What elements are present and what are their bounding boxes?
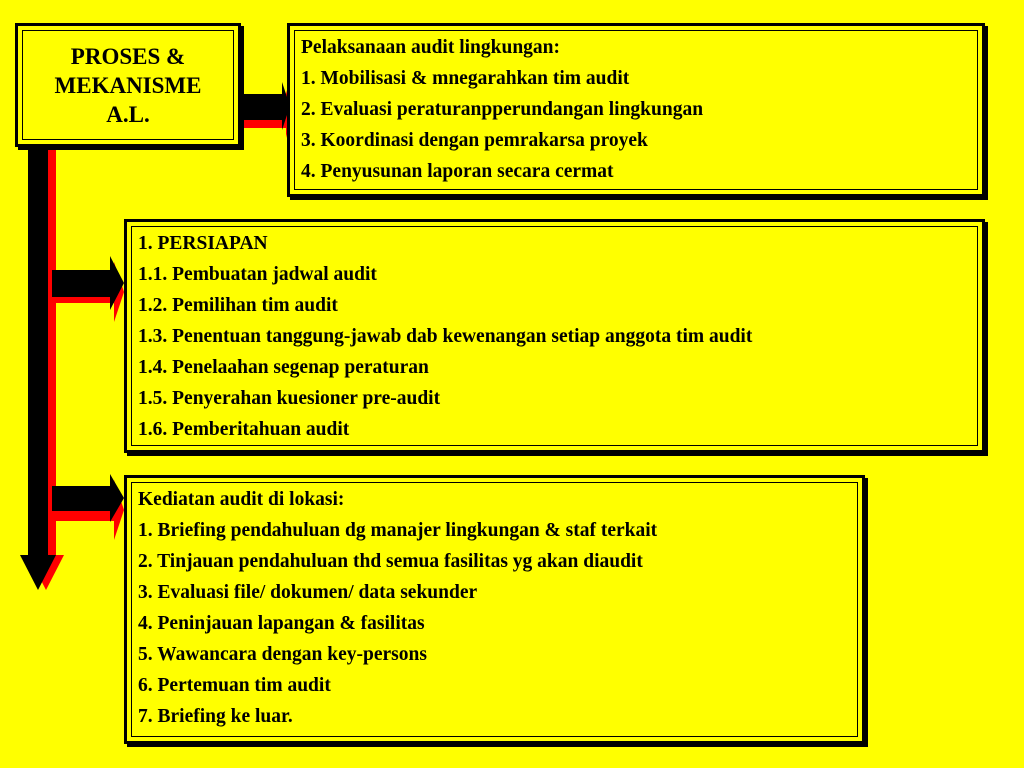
kegiatan-item: 3. Evaluasi file/ dokumen/ data sekunder bbox=[138, 582, 478, 603]
pelaksanaan-heading: Pelaksanaan audit lingkungan: bbox=[301, 37, 561, 58]
persiapan-box bbox=[124, 219, 985, 453]
kegiatan-item: 2. Tinjauan pendahuluan thd semua fasilitas yg akan diaudit bbox=[138, 551, 643, 572]
kegiatan-item: 4. Peninjauan lapangan & fasilitas bbox=[138, 613, 425, 634]
kegiatan-item: 7. Briefing ke luar. bbox=[138, 706, 293, 727]
kegiatan-heading: Kediatan audit di lokasi: bbox=[138, 489, 345, 510]
pelaksanaan-item: 4. Penyusunan laporan secara cermat bbox=[301, 161, 614, 182]
persiapan-item: 1.3. Penentuan tanggung-jawab dab kewenangan setiap anggota tim audit bbox=[138, 326, 753, 347]
persiapan-heading: 1. PERSIAPAN bbox=[138, 233, 268, 254]
title-text bbox=[55, 42, 202, 129]
title-line-1: PROSES & bbox=[70, 43, 186, 69]
persiapan-item: 1.5. Penyerahan kuesioner pre-audit bbox=[138, 388, 441, 409]
persiapan-item: 1.6. Pemberitahuan audit bbox=[138, 419, 350, 440]
pelaksanaan-item: 2. Evaluasi peraturanpperundangan lingkungan bbox=[301, 99, 704, 120]
kegiatan-item: 6. Pertemuan tim audit bbox=[138, 675, 331, 696]
kegiatan-item: 5. Wawancara dengan key-persons bbox=[138, 644, 427, 665]
pelaksanaan-item: 1. Mobilisasi & mnegarahkan tim audit bbox=[301, 68, 630, 89]
kegiatan-item: 1. Briefing pendahuluan dg manajer lingkungan & staf terkait bbox=[138, 520, 658, 541]
pelaksanaan-item: 3. Koordinasi dengan pemrakarsa proyek bbox=[301, 130, 648, 151]
title-box bbox=[15, 23, 241, 147]
pelaksanaan-box bbox=[287, 23, 985, 197]
title-line-3: A.L. bbox=[106, 101, 150, 127]
persiapan-item: 1.1. Pembuatan jadwal audit bbox=[138, 264, 377, 285]
persiapan-item: 1.2. Pemilihan tim audit bbox=[138, 295, 338, 316]
kegiatan-box bbox=[124, 475, 865, 744]
title-line-2: MEKANISME bbox=[54, 72, 202, 98]
persiapan-item: 1.4. Penelaahan segenap peraturan bbox=[138, 357, 429, 378]
